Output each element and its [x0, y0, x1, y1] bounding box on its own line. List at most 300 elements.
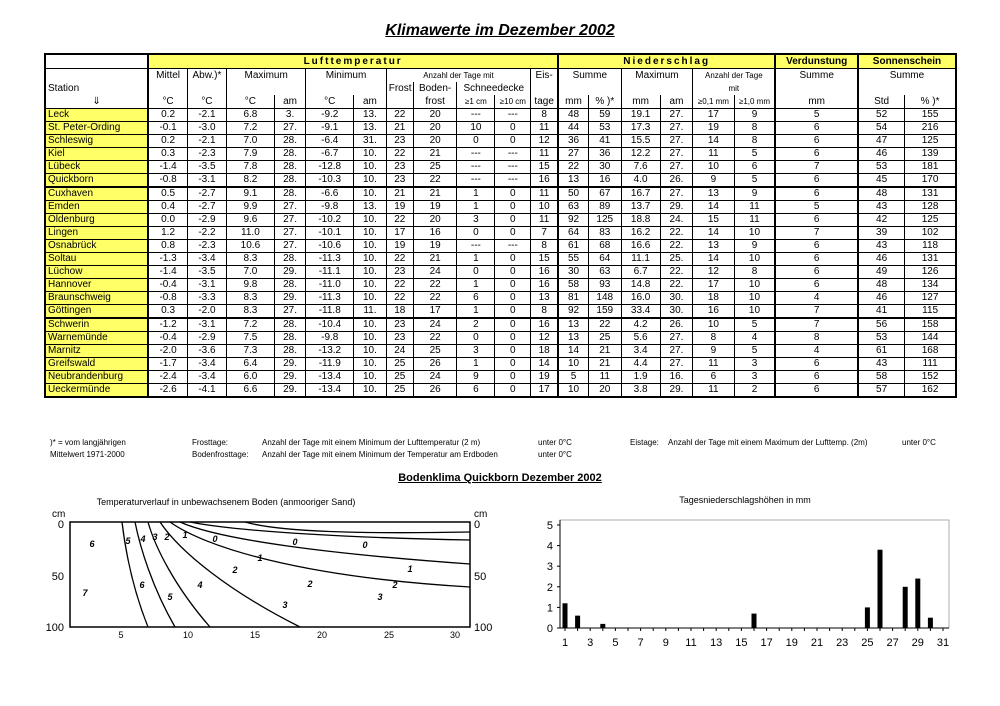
- header-maximum: Maximum: [227, 69, 306, 83]
- table-cell: 7.0: [227, 266, 275, 279]
- table-cell: -2.3: [187, 240, 226, 253]
- table-cell: 30.: [660, 305, 693, 319]
- table-cell: 26: [413, 384, 456, 398]
- table-cell: 6: [775, 174, 858, 188]
- table-cell: 7: [775, 318, 858, 332]
- table-cell: 5: [558, 371, 588, 384]
- header-anzahl-tage: Anzahl der Tage mit: [386, 69, 531, 83]
- table-cell: 29.: [274, 371, 306, 384]
- chart-title: Tagesniederschlagshöhen in mm: [679, 495, 811, 505]
- table-cell: 92: [558, 214, 588, 227]
- table-cell: 21: [413, 253, 456, 266]
- table-cell: 10: [531, 201, 558, 214]
- table-cell: 5: [775, 109, 858, 122]
- table-cell: 48: [858, 187, 905, 201]
- table-cell: 43: [858, 240, 905, 253]
- table-cell: 6: [775, 214, 858, 227]
- table-cell: 0: [495, 305, 531, 319]
- table-cell: 10.: [354, 161, 387, 174]
- table-cell: 10.: [354, 187, 387, 201]
- table-cell: 25.: [660, 253, 693, 266]
- table-cell: -3.1: [187, 174, 226, 188]
- table-cell: 10.: [354, 384, 387, 398]
- table-cell: 23: [386, 266, 413, 279]
- station-name: Neubrandenburg: [45, 371, 148, 384]
- x-tick-label: 27: [886, 637, 899, 649]
- table-cell: 41: [858, 305, 905, 319]
- table-cell: 23: [386, 332, 413, 345]
- table-cell: 0.5: [148, 187, 187, 201]
- table-cell: 19: [386, 240, 413, 253]
- table-cell: 16: [531, 174, 558, 188]
- table-cell: 24: [413, 266, 456, 279]
- table-cell: 52: [858, 109, 905, 122]
- contour-label: 2: [232, 565, 238, 575]
- table-cell: 4.2: [621, 318, 660, 332]
- table-cell: 27.: [660, 187, 693, 201]
- bar-day-28: [903, 587, 908, 628]
- bar-day-29: [915, 579, 920, 628]
- table-cell: 4: [734, 332, 775, 345]
- table-cell: 8: [734, 122, 775, 135]
- table-cell: 11: [693, 148, 734, 161]
- contour-label: 6: [89, 539, 95, 549]
- table-cell: 27.: [274, 305, 306, 319]
- table-cell: 12: [693, 266, 734, 279]
- table-cell: 10.: [354, 253, 387, 266]
- table-row: [45, 371, 956, 384]
- table-cell: 0: [495, 292, 531, 305]
- table-cell: -11.3: [306, 292, 354, 305]
- unit: °C: [306, 95, 354, 109]
- table-cell: 159: [588, 305, 621, 319]
- table-row: [45, 161, 956, 174]
- table-cell: 43: [858, 358, 905, 371]
- table-cell: 25: [413, 161, 456, 174]
- table-cell: 10.: [354, 358, 387, 371]
- table-cell: 7.2: [227, 318, 275, 332]
- table-cell: 29.: [274, 266, 306, 279]
- station-name: Oldenburg: [45, 214, 148, 227]
- table-cell: -10.6: [306, 240, 354, 253]
- table-cell: 20: [413, 214, 456, 227]
- table-cell: 41: [588, 135, 621, 148]
- station-name: Braunschweig: [45, 292, 148, 305]
- table-cell: 27.: [274, 122, 306, 135]
- table-cell: 46: [858, 253, 905, 266]
- table-cell: 6.4: [227, 358, 275, 371]
- header-boden: Boden-: [413, 82, 456, 95]
- table-cell: 25: [588, 332, 621, 345]
- table-cell: 17: [693, 279, 734, 292]
- table-cell: 27.: [660, 148, 693, 161]
- station-name: Lübeck: [45, 161, 148, 174]
- contour-y-tick-left: 0: [57, 519, 64, 531]
- header-tage: tage: [531, 95, 558, 109]
- contour-label: 7: [82, 588, 88, 598]
- table-cell: -2.7: [187, 201, 226, 214]
- table-cell: ---: [495, 161, 531, 174]
- x-tick-label: 13: [710, 637, 723, 649]
- table-cell: 54: [858, 122, 905, 135]
- table-cell: 13: [693, 187, 734, 201]
- table-cell: -13.2: [306, 345, 354, 358]
- table-cell: 20: [413, 122, 456, 135]
- table-cell: 21: [588, 358, 621, 371]
- table-cell: 0.0: [148, 214, 187, 227]
- table-cell: 31.: [354, 135, 387, 148]
- table-cell: 8: [734, 135, 775, 148]
- table-cell: 16.0: [621, 292, 660, 305]
- table-cell: 6: [775, 148, 858, 161]
- station-name: Hannover: [45, 279, 148, 292]
- table-cell: 81: [558, 292, 588, 305]
- header-frost2: frost: [413, 95, 456, 109]
- contour-x-tick: 25: [383, 630, 395, 640]
- unit: °C: [148, 95, 187, 109]
- table-cell: 12: [531, 332, 558, 345]
- y-tick-label: 4: [546, 540, 553, 553]
- table-cell: ---: [495, 109, 531, 122]
- table-cell: 10.: [354, 332, 387, 345]
- table-cell: 0.2: [148, 135, 187, 148]
- table-cell: -13.4: [306, 371, 354, 384]
- bar-day-2: [575, 616, 580, 628]
- table-cell: 24: [386, 345, 413, 358]
- bar-day-4: [600, 624, 605, 628]
- table-cell: 4.0: [621, 174, 660, 188]
- table-cell: 58: [858, 371, 905, 384]
- table-cell: 3.: [274, 109, 306, 122]
- table-row: [45, 187, 956, 201]
- table-cell: 22: [386, 292, 413, 305]
- table-cell: 56: [858, 318, 905, 332]
- table-cell: ---: [495, 240, 531, 253]
- table-cell: 6.0: [227, 371, 275, 384]
- header-v-summe: Summe: [775, 69, 858, 83]
- table-cell: 13: [558, 174, 588, 188]
- x-tick-label: 31: [936, 637, 950, 649]
- table-cell: 0: [495, 384, 531, 398]
- table-cell: ---: [457, 174, 495, 188]
- table-row: [45, 345, 956, 358]
- table-cell: 0: [457, 332, 495, 345]
- table-cell: -9.2: [306, 109, 354, 122]
- x-tick-label: 23: [836, 637, 849, 649]
- table-cell: 28.: [274, 161, 306, 174]
- contour-label: 3: [377, 592, 383, 602]
- table-cell: 22.: [660, 279, 693, 292]
- eistage-text: Anzahl der Tage mit einem Maximum der Lufttemp. (2m): [668, 438, 868, 447]
- table-cell: 6: [457, 384, 495, 398]
- table-cell: 93: [588, 279, 621, 292]
- table-cell: 0: [495, 214, 531, 227]
- table-cell: 22.: [660, 266, 693, 279]
- table-cell: 0: [495, 187, 531, 201]
- table-cell: 26.: [660, 318, 693, 332]
- table-cell: -0.8: [148, 174, 187, 188]
- table-cell: 49: [858, 266, 905, 279]
- table-cell: 0.2: [148, 109, 187, 122]
- table-cell: 16: [588, 174, 621, 188]
- x-tick-label: 29: [911, 637, 924, 649]
- table-cell: 17.3: [621, 122, 660, 135]
- table-cell: 22: [386, 279, 413, 292]
- contour-label: 4: [197, 580, 203, 590]
- table-cell: ---: [457, 240, 495, 253]
- table-cell: 127: [905, 292, 956, 305]
- table-cell: 11.0: [227, 227, 275, 240]
- table-cell: -2.1: [187, 135, 226, 148]
- table-cell: 1.2: [148, 227, 187, 240]
- table-cell: 19: [386, 201, 413, 214]
- table-cell: 64: [588, 253, 621, 266]
- table-cell: -1.3: [148, 253, 187, 266]
- header-frost: Frost: [386, 82, 413, 95]
- table-cell: 8.3: [227, 305, 275, 319]
- station-name: Ueckermünde: [45, 384, 148, 398]
- station-name: Marnitz: [45, 345, 148, 358]
- table-cell: 13.: [354, 109, 387, 122]
- table-cell: 22.: [660, 240, 693, 253]
- x-tick-label: 19: [785, 637, 798, 649]
- contour-x-tick: 30: [449, 630, 461, 640]
- table-cell: 29.: [274, 292, 306, 305]
- table-cell: 25: [386, 371, 413, 384]
- table-cell: 28.: [274, 187, 306, 201]
- table-cell: 10.: [354, 240, 387, 253]
- table-cell: -0.4: [148, 279, 187, 292]
- table-cell: 61: [858, 345, 905, 358]
- table-cell: 8: [531, 109, 558, 122]
- table-cell: -3.4: [187, 371, 226, 384]
- table-cell: 10: [734, 227, 775, 240]
- table-cell: 6: [775, 253, 858, 266]
- contour-label: 5: [125, 536, 131, 546]
- table-cell: 46: [858, 148, 905, 161]
- table-cell: 10: [734, 305, 775, 319]
- table-cell: 181: [905, 161, 956, 174]
- table-cell: 27.: [660, 358, 693, 371]
- header-mittel: Mittel: [148, 69, 187, 83]
- header-eis: Eis-: [531, 69, 558, 83]
- table-cell: 115: [905, 305, 956, 319]
- table-cell: 11: [734, 201, 775, 214]
- table-cell: 7.2: [227, 122, 275, 135]
- table-cell: 21: [413, 148, 456, 161]
- table-cell: 23: [386, 161, 413, 174]
- y-tick-label: 0: [546, 623, 553, 635]
- table-cell: 0: [495, 122, 531, 135]
- table-cell: 0.4: [148, 201, 187, 214]
- table-cell: 17: [386, 227, 413, 240]
- station-name: Göttingen: [45, 305, 148, 319]
- table-cell: 28.: [274, 332, 306, 345]
- table-cell: 27.: [660, 135, 693, 148]
- table-cell: ---: [457, 109, 495, 122]
- station-name: Soltau: [45, 253, 148, 266]
- table-cell: 7.6: [621, 161, 660, 174]
- table-cell: 1: [457, 253, 495, 266]
- table-cell: 126: [905, 266, 956, 279]
- table-cell: 10.: [354, 345, 387, 358]
- station-arrow: ⇓: [45, 95, 148, 109]
- station-name: Schwerin: [45, 318, 148, 332]
- table-cell: 16.: [660, 371, 693, 384]
- table-cell: 6.8: [227, 109, 275, 122]
- table-cell: 46: [858, 292, 905, 305]
- table-cell: 6: [775, 279, 858, 292]
- table-cell: 10: [734, 292, 775, 305]
- table-cell: 1: [457, 358, 495, 371]
- table-cell: 15: [531, 161, 558, 174]
- contour-label: 0: [362, 540, 368, 550]
- table-cell: 3.8: [621, 384, 660, 398]
- table-cell: 0: [495, 371, 531, 384]
- x-tick-label: 5: [612, 637, 619, 649]
- table-cell: 23: [386, 174, 413, 188]
- table-cell: 6: [775, 384, 858, 398]
- table-cell: 19: [413, 201, 456, 214]
- table-cell: 28.: [274, 148, 306, 161]
- table-cell: 0.3: [148, 305, 187, 319]
- bar-day-1: [563, 603, 568, 628]
- y-tick-label: 1: [546, 602, 553, 615]
- table-cell: -1.4: [148, 266, 187, 279]
- station-name: Quickborn: [45, 174, 148, 188]
- table-row: [45, 109, 956, 122]
- table-cell: ---: [457, 161, 495, 174]
- table-cell: 26: [413, 358, 456, 371]
- table-cell: 7: [775, 305, 858, 319]
- y-tick-label: 5: [546, 520, 553, 532]
- soil-climate-title: Bodenklima Quickborn Dezember 2002: [398, 472, 602, 484]
- group-verdunstung: Verdunstung: [775, 54, 858, 69]
- table-cell: ---: [495, 148, 531, 161]
- table-cell: 0: [495, 358, 531, 371]
- table-cell: 13.: [354, 201, 387, 214]
- table-cell: 10.: [354, 214, 387, 227]
- table-cell: 29.: [274, 384, 306, 398]
- group-sonnenschein: Sonnenschein: [858, 54, 956, 69]
- table-cell: 63: [588, 266, 621, 279]
- table-cell: 48: [558, 109, 588, 122]
- table-cell: 25: [386, 358, 413, 371]
- table-cell: -3.1: [187, 318, 226, 332]
- table-cell: 148: [588, 292, 621, 305]
- table-cell: 5: [734, 148, 775, 161]
- table-cell: 9: [734, 240, 775, 253]
- table-cell: 28.: [274, 318, 306, 332]
- table-cell: 9: [693, 345, 734, 358]
- station-name: Warnemünde: [45, 332, 148, 345]
- table-cell: 8: [734, 266, 775, 279]
- table-cell: 26.: [660, 174, 693, 188]
- table-cell: 9: [693, 174, 734, 188]
- table-cell: 158: [905, 318, 956, 332]
- table-cell: 13.: [354, 122, 387, 135]
- table-cell: 28.: [274, 345, 306, 358]
- table-cell: 216: [905, 122, 956, 135]
- contour-label: 2: [164, 532, 170, 542]
- table-cell: 6: [775, 240, 858, 253]
- table-cell: 18.8: [621, 214, 660, 227]
- contour-y-tick-right: 100: [474, 622, 493, 634]
- table-cell: 8: [531, 305, 558, 319]
- table-cell: 11: [531, 214, 558, 227]
- table-cell: 0: [495, 253, 531, 266]
- unit: am: [354, 95, 387, 109]
- table-cell: -2.1: [187, 109, 226, 122]
- table-cell: -11.3: [306, 253, 354, 266]
- table-cell: 22: [386, 109, 413, 122]
- contour-y-tick-left: 50: [51, 571, 64, 583]
- page-title: Klimawerte im Dezember 2002: [385, 22, 615, 39]
- table-cell: -1.7: [148, 358, 187, 371]
- table-cell: 27.: [660, 332, 693, 345]
- table-cell: 30: [558, 266, 588, 279]
- group-niederschlag: Niederschlag: [558, 54, 775, 69]
- table-cell: 0: [495, 266, 531, 279]
- table-cell: -10.3: [306, 174, 354, 188]
- table-cell: 19.1: [621, 109, 660, 122]
- table-cell: -6.6: [306, 187, 354, 201]
- station-header-blank: [45, 69, 148, 83]
- table-cell: 7: [775, 227, 858, 240]
- table-cell: 12.2: [621, 148, 660, 161]
- header-s-summe: Summe: [858, 69, 956, 83]
- table-cell: 9: [734, 109, 775, 122]
- contour-label: 2: [392, 580, 398, 590]
- table-cell: 30.: [660, 292, 693, 305]
- table-cell: 27: [558, 148, 588, 161]
- table-cell: 10: [558, 384, 588, 398]
- table-cell: 10.: [354, 292, 387, 305]
- table-cell: 28.: [274, 253, 306, 266]
- contour-unit-left: cm: [52, 509, 66, 520]
- table-cell: 19: [531, 371, 558, 384]
- table-cell: -0.1: [148, 122, 187, 135]
- table-cell: 5: [734, 345, 775, 358]
- table-cell: 20: [413, 135, 456, 148]
- table-cell: 27.: [660, 109, 693, 122]
- table-cell: 20: [588, 384, 621, 398]
- table-cell: 170: [905, 174, 956, 188]
- table-cell: 3: [734, 371, 775, 384]
- table-cell: ---: [495, 174, 531, 188]
- table-cell: 16.7: [621, 187, 660, 201]
- table-cell: 24.: [660, 214, 693, 227]
- unit: ≥10 cm: [495, 95, 531, 109]
- contour-label: 0: [292, 537, 298, 547]
- table-cell: -3.5: [187, 161, 226, 174]
- station-name: Osnabrück: [45, 240, 148, 253]
- table-cell: 9: [457, 371, 495, 384]
- soil-temperature-contour: [40, 492, 510, 644]
- x-tick-label: 9: [662, 637, 669, 649]
- table-row: [45, 174, 956, 188]
- group-lufttemperatur: Lufttemperatur: [148, 54, 558, 69]
- table-cell: -3.0: [187, 122, 226, 135]
- contour-label: 1: [407, 564, 413, 574]
- bar-day-25: [865, 607, 870, 628]
- table-cell: 13: [558, 332, 588, 345]
- frost-legend-text: Anzahl der Tage mit einem Minimum der Lufttemperatur (2 m) Anzahl der Tage mit einem Minimum der Temperatur am Erdboden: [262, 438, 498, 459]
- table-cell: -2.3: [187, 148, 226, 161]
- table-cell: -2.6: [148, 384, 187, 398]
- table-cell: 17: [693, 109, 734, 122]
- table-cell: 13: [558, 318, 588, 332]
